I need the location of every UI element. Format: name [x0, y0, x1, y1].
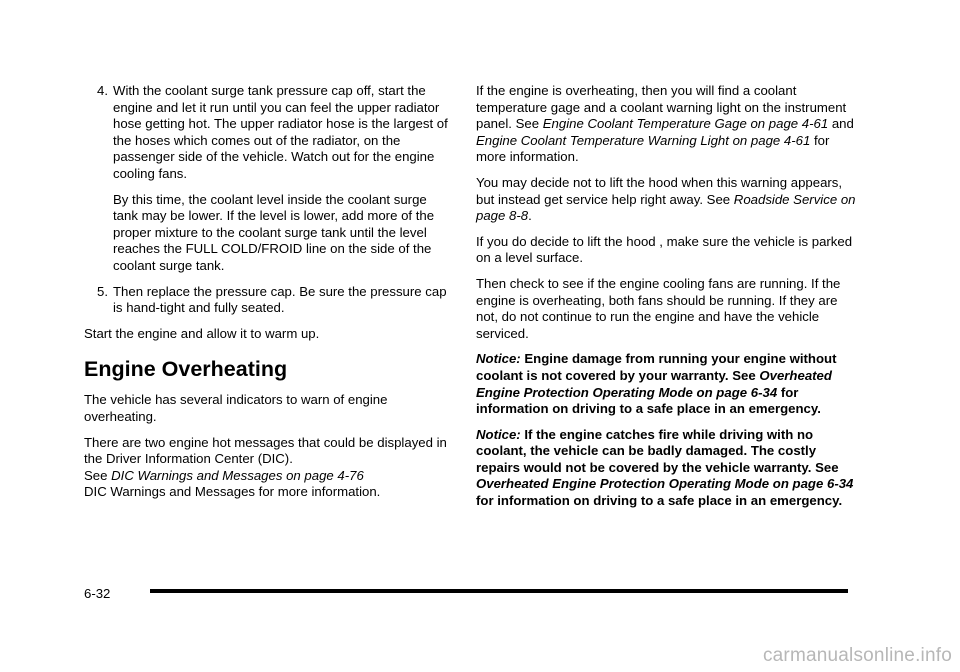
- step-number: 4.: [97, 83, 108, 98]
- level-surface-paragraph: If you do decide to lift the hood , make sure the vehicle is parked on a level surface.: [476, 233, 853, 266]
- notice-paragraph-1: [476, 351, 856, 417]
- footer-rule: [150, 589, 848, 593]
- see-label: See: [84, 467, 112, 483]
- dic-paragraph-text: There are two engine hot messages that could be displayed in the Driver Information Center (DIC).: [84, 434, 447, 467]
- notice-label: Notice:: [476, 351, 521, 367]
- coolant-gage-reference-link[interactable]: Engine Coolant Temperature Gage on page 4-61: [542, 116, 829, 132]
- text: and: [828, 116, 854, 132]
- dic-reference-link[interactable]: DIC Warnings and Messages on page 4-76: [111, 467, 364, 483]
- watermark: carmanualsonline.info: [762, 645, 952, 666]
- step-number: 5.: [97, 283, 108, 299]
- dic-paragraph: [84, 435, 454, 501]
- service-paragraph: [476, 175, 856, 225]
- right-column: [476, 83, 856, 519]
- text: You may decide not to lift the hood when this warning appears, but instead get service help right away. See: [476, 174, 843, 207]
- cooling-fans-paragraph: Then check to see if the engine cooling fans are running. If the engine is overheating, both fans should be running. If they are not, do not continue to run the engine and have the vehicle serviced.: [476, 275, 841, 341]
- start-engine-text: Start the engine and allow it to warm up.: [84, 325, 320, 341]
- notice-text: for information on driving to a safe place in an emergency.: [476, 493, 843, 509]
- dic-paragraph-tail: DIC Warnings and Messages for more information.: [84, 484, 381, 500]
- step-text: Then replace the pressure cap. Be sure the pressure cap is hand-tight and fully seated.: [113, 283, 447, 316]
- coolant-gage-paragraph: [476, 83, 856, 166]
- notice-text: for information on driving to a safe place in an emergency.: [476, 384, 821, 417]
- roadside-service-reference-link[interactable]: Roadside Service on page 8-8: [476, 191, 856, 224]
- warning-light-reference-link[interactable]: Engine Coolant Temperature Warning Light on page 4-61: [476, 132, 811, 148]
- overheated-protection-reference-link[interactable]: Overheated Engine Protection Operating Mode on page 6-34: [476, 367, 832, 400]
- indicators-paragraph: The vehicle has several indicators to warn of engine overheating.: [84, 392, 388, 424]
- notice-paragraph-2: [476, 427, 856, 510]
- list-item-step-5: [84, 284, 454, 317]
- step-4-continuation: By this time, the coolant level inside the coolant surge tank may be lower. If the level is lower, add more of the proper mixture to the coolant surge tank until the level reaches the FULL COLD/FROID line on the side of the coolant surge tank.: [113, 191, 435, 273]
- text: for more information.: [476, 132, 830, 165]
- section-heading: Engine Overheating: [84, 357, 288, 382]
- page-number: 6-32: [84, 586, 111, 601]
- step-text: With the coolant surge tank pressure cap off, start the engine and let it run until you can feel the upper radiator hose getting hot. The upper radiator hose is the largest of the hoses which comes out of the radiator, on the passenger side of the vehicle. Watch out for the engine cooling fans.: [113, 83, 448, 181]
- notice-label: Notice:: [476, 426, 521, 442]
- overheated-protection-reference-link[interactable]: Overheated Engine Protection Operating Mode on page 6-34: [476, 476, 854, 492]
- notice-text: If the engine catches fire while driving with no coolant, the vehicle can be badly damaged. The costly repairs would not be covered by the vehicle warranty. See: [476, 426, 839, 475]
- notice-text: Engine damage from running your engine without coolant is not covered by your warranty. See: [476, 351, 837, 383]
- text: If the engine is overheating, then you will find a coolant temperature gage and a coolant warning light on the instrument panel. See: [476, 83, 847, 132]
- text: .: [528, 208, 532, 224]
- list-item-step-4: [84, 83, 454, 183]
- left-column: [84, 83, 454, 510]
